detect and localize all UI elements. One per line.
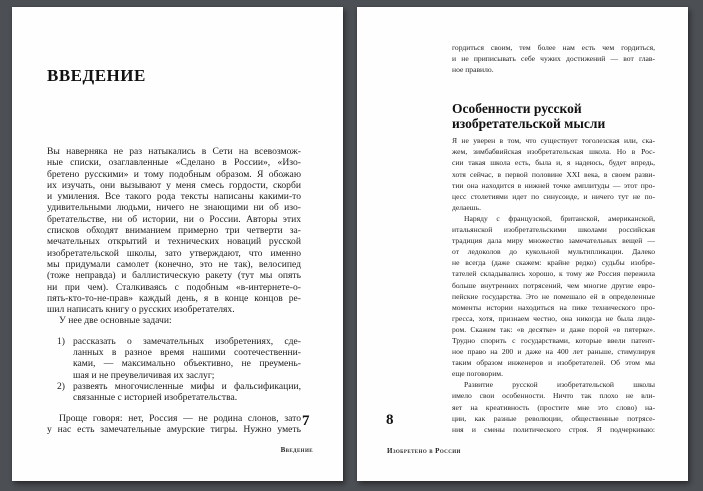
text-line: хотя сейчас, в первой половине XXI века, в своем разви-	[452, 169, 655, 179]
text-line: пять-кто-то-не-прав» каждый день, я в конце концов ре-	[47, 292, 301, 304]
text-line: связанные с историей изобретательства.	[73, 392, 238, 404]
text-line: Наряду с французской, британской, американской,	[464, 213, 655, 223]
text-line: жем, зимбабвийская изобретательская школа. Но в Рос-	[452, 147, 655, 157]
text-line: ками, — максимально объективно, не преумень-	[73, 358, 301, 370]
paragraph	[47, 146, 301, 315]
text-line: списков обходят вниманием примерно три четверти за-	[47, 225, 301, 237]
text-line: таким образом инженеров и изобретателей. Об этом мы	[452, 358, 655, 368]
text-line: имело свои особенности. Ничто так плохо не вли-	[452, 391, 655, 401]
text-line: удивительными людьми, ничего не знающими ни об изо-	[47, 202, 301, 214]
text-line: Проще говоря: нет, Россия — не родина слонов, зато	[59, 412, 301, 424]
text-line: бретательстве, ни об истории, ни о России. Авторы этих	[47, 213, 301, 225]
text-line: ное правило.	[452, 65, 494, 75]
page-right-text	[452, 42, 655, 435]
paragraph	[47, 315, 301, 326]
list-item	[47, 381, 301, 404]
text-line: Вы наверняка не раз натыкались в Сети на всевозмож-	[47, 146, 301, 157]
text-line: гордиться своим, тем более нам есть чем гордиться,	[452, 43, 655, 52]
text-line: шая и не преувеличивая их заслуг;	[73, 369, 215, 381]
page-left	[12, 7, 343, 481]
text-line: изобретательской школы, зато утверждают, что именно	[47, 247, 301, 259]
text-line: Я не уверен в том, что существует тоголезская или, ска-	[452, 136, 655, 146]
text-line: мы придумали самолет (конечно, это не так), велосипед	[47, 258, 301, 270]
text-line: ром. Скажем так: «в десятке» и даже порой «в пятерке».	[452, 324, 655, 334]
paragraph	[47, 413, 301, 436]
paragraph	[452, 42, 655, 75]
text-line: яет на креативность (простите мне это слово) на-	[452, 402, 655, 412]
section-title-line: изобретательской мысли	[452, 115, 606, 131]
list-marker: 2)	[57, 380, 65, 392]
text-line: еще поговорим.	[452, 369, 503, 379]
text-line: Развитие русской изобретательской школы	[464, 380, 655, 390]
text-line: ланных в разное время нашими соотечественни-	[73, 347, 301, 359]
section-title	[452, 102, 655, 131]
text-line: от ледоколов до кукольной мультипликации. Далеко	[452, 247, 655, 257]
text-line: традиция дала миру множество замечательных вещей —	[452, 236, 655, 246]
text-line: (тоже неправда) и баллистическую ракету (тут мы опять	[47, 270, 301, 282]
paragraph	[452, 379, 655, 434]
text-line: бретено русскими» и тому подобным образом. Я обожаю	[47, 168, 301, 180]
section-title-line: Особенности русской	[452, 101, 582, 117]
page-number-left: 7	[302, 413, 310, 429]
text-line: гресса, хотя, признаем честно, она никогда не была лиде-	[452, 313, 655, 323]
text-line: ное право на 200 и даже на 400 лет раньше, стимулируя	[452, 347, 655, 357]
text-line: их изучать, они вызывают у меня смесь гордости, скорби	[47, 179, 301, 191]
text-line: тии она находится в нижней точке амплитуды — этот про-	[452, 180, 655, 190]
page-right	[357, 7, 688, 481]
list-marker: 1)	[57, 335, 65, 347]
text-line: ни при чем). Сталкиваясь с подобным «в-интернете-о-	[47, 281, 301, 293]
text-line: и умиления. Все такого рода тексты написаны какими-то	[47, 191, 301, 203]
page-left-text	[47, 66, 301, 435]
text-line: и не приписывать себе чужих достижений — вот глав-	[452, 54, 655, 64]
page-number-right: 8	[386, 412, 394, 428]
running-footer-left: Введение	[280, 446, 313, 454]
text-line: шил написать книгу о русских изобретателях.	[47, 304, 235, 316]
text-line: рассказать о замечательных изобретениях, сде-	[73, 335, 301, 347]
numbered-list	[47, 336, 301, 404]
text-line: ции, как разные революции, общественные потрясе-	[452, 413, 655, 423]
text-line: не всегда (даже скажем: крайне редко) судьбы изобре-	[452, 258, 655, 268]
text-line: У нее две основные задачи:	[59, 315, 172, 327]
text-line: тателей складывались хорошо, к тому же Россия пережила	[452, 269, 655, 279]
running-footer-right: Изобретено в России	[387, 447, 461, 455]
text-line: мечательных открытий и технических новаций русской	[47, 236, 301, 248]
text-line: сии такая школа есть, была и, я надеюсь, будет впредь,	[452, 158, 655, 168]
text-line: цесс столетиями идет по синусоиде, и ничего тут не по-	[452, 191, 655, 201]
text-line: моменты истории находиться на пике технического про-	[452, 302, 655, 312]
text-line: делаешь.	[452, 202, 481, 212]
chapter-title: ВВЕДЕНИЕ	[47, 66, 146, 85]
text-line: ния и смены политического строя. Я подчеркиваю:	[452, 424, 655, 434]
text-line: у нас есть замечательные амурские тигры. Нужно уметь	[47, 423, 301, 435]
text-line: итальянской изобретательскими школами российская	[452, 225, 655, 235]
text-line: больше внутренних потрясений, чем многие другие евро-	[452, 280, 655, 290]
text-line: развеять многочисленные мифы и фальсификации,	[73, 380, 301, 392]
text-line: ные списки, озаглавленные «Сделано в России», «Изо-	[47, 157, 301, 169]
paragraph	[452, 135, 655, 213]
list-item	[47, 336, 301, 381]
text-line: Трудно спорить с государствами, которые ввели патент-	[452, 335, 655, 345]
paragraph	[452, 213, 655, 379]
text-line: пейские государства. Это не помешало ей в определенные	[452, 291, 655, 301]
